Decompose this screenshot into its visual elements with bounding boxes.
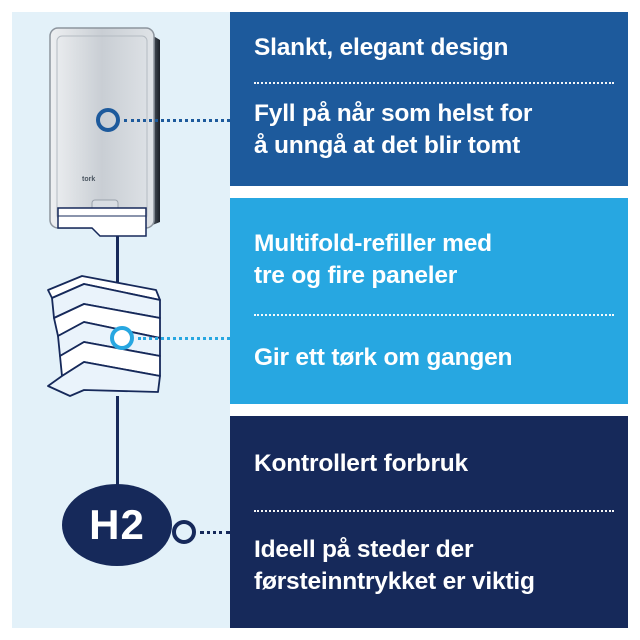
- callout-ring-icon: [172, 520, 196, 544]
- callout-ring-icon: [110, 326, 134, 350]
- dispenser-brand-label: tork: [82, 176, 96, 183]
- feature-panel-usage: [230, 416, 628, 628]
- dotted-separator: [254, 82, 614, 84]
- feature-text-first-impression-line-2: førsteinntrykket er viktig: [254, 568, 535, 595]
- feature-text-refill-line-1: Fyll på når som helst for: [254, 100, 533, 127]
- feature-text-first-impression-line-1: Ideell på steder der: [254, 536, 474, 563]
- feature-panel-design: [230, 12, 628, 186]
- feature-text-multifold-line-1: Multifold-refiller med: [254, 230, 492, 257]
- h2-badge: [62, 484, 172, 566]
- callout-connector-2: [138, 337, 230, 340]
- callout-connector-3: [200, 531, 230, 534]
- h2-badge-label: H2: [89, 501, 145, 548]
- callout-ring-icon: [96, 108, 120, 132]
- dotted-separator: [254, 314, 614, 316]
- feature-text-design: Slankt, elegant design: [254, 34, 509, 61]
- feature-text-refill-line-2: å unngå at det blir tomt: [254, 132, 521, 159]
- feature-text-multifold-line-2: tre og fire paneler: [254, 262, 458, 289]
- callout-connector-1: [124, 119, 230, 122]
- feature-text-controlled-use: Kontrollert forbruk: [254, 450, 468, 477]
- feature-text-one-at-a-time: Gir ett tørk om gangen: [254, 344, 513, 371]
- feature-panel-refill: [230, 198, 628, 404]
- dotted-separator: [254, 510, 614, 512]
